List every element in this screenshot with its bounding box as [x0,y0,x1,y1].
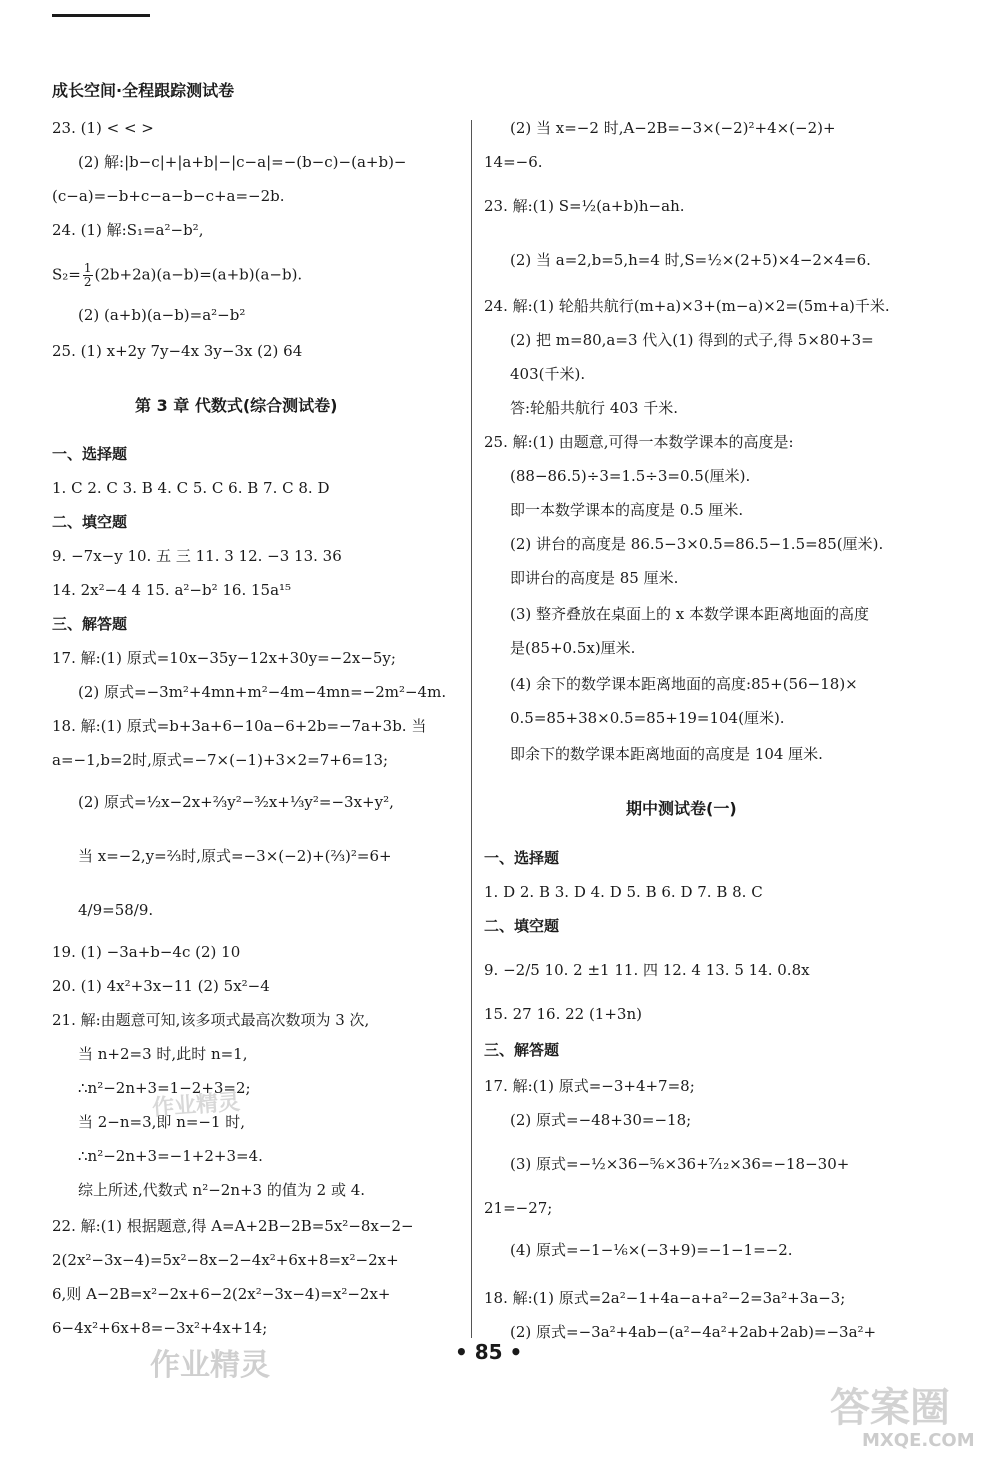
r-answer-24-2b: 403(千米). [510,365,586,383]
r-answer-24-2a: (2) 把 m=80,a=3 代入(1) 得到的式子,得 5×80+3= [510,331,874,349]
answer-21d: 当 2−n=3,即 n=−1 时, [78,1113,246,1131]
answer-24-1a: 24. (1) 解:S₁=a²−b², [52,221,204,239]
column-divider [471,120,472,1338]
r-section-solve: 三、解答题 [484,1041,560,1059]
r-answer-22-2a: (2) 当 x=−2 时,A−2B=−3×(−2)²+4×(−2)+ [510,119,836,137]
chapter-3-title: 第 3 章 代数式(综合测试卷) [135,396,338,415]
watermark-url: MXQE.COM [862,1430,975,1451]
r-answer-25-2b: 即讲台的高度是 85 厘米. [510,569,679,587]
r-answer-17-3a: (3) 原式=−½×36−⁵⁄₆×36+⁷⁄₁₂×36=−18−30+ [510,1155,850,1173]
r-answer-17-2: (2) 原式=−48+30=−18; [510,1111,692,1129]
fill-answers-1: 9. −7x−y 10. 五 三 11. 3 12. −3 13. 36 [52,547,342,565]
r-answer-25-1b: (88−86.5)÷3=1.5÷3=0.5(厘米). [510,467,751,485]
answer-18-2c: 4/9=58/9. [78,901,154,919]
r-answer-23-1: 23. 解:(1) S=½(a+b)h−ah. [484,197,685,215]
answer-21a: 21. 解:由题意可知,该多项式最高次数项为 3 次, [52,1011,370,1029]
choice-answers: 1. C 2. C 3. B 4. C 5. C 6. B 7. C 8. D [52,479,330,497]
answer-21f: 综上所述,代数式 n²−2n+3 的值为 2 或 4. [78,1181,366,1199]
section-fill: 二、填空题 [52,513,128,531]
answer-18-2a: (2) 原式=½x−2x+⅔y²−³⁄₂x+⅓y²=−3x+y², [78,793,394,811]
answer-23-1: 23. (1) < < > [52,119,154,137]
r-fill-answers-2: 15. 27 16. 22 (1+3n) [484,1005,642,1023]
r-choice-answers: 1. D 2. B 3. D 4. D 5. B 6. D 7. B 8. C [484,883,763,901]
r-answer-25-1c: 即一本数学课本的高度是 0.5 厘米. [510,501,744,519]
answer-18-2b: 当 x=−2,y=⅔时,原式=−3×(−2)+(⅔)²=6+ [78,847,392,865]
r-answer-24-3: 答:轮船共航行 403 千米. [510,399,678,417]
watermark-logo: 答案圈 [830,1385,950,1431]
answer-18-1b: a=−1,b=2时,原式=−7×(−1)+3×2=7+6=13; [52,751,389,769]
r-section-fill: 二、填空题 [484,917,560,935]
r-answer-25-4a: (4) 余下的数学课本距离地面的高度:85+(56−18)× [510,675,858,693]
answer-22c: 6,则 A−2B=x²−2x+6−2(2x²−3x−4)=x²−2x+ [52,1285,391,1303]
answer-18-1a: 18. 解:(1) 原式=b+3a+6−10a−6+2b=−7a+3b. 当 [52,717,427,735]
r-answer-25-3a: (3) 整齐叠放在桌面上的 x 本数学课本距离地面的高度 [510,605,870,623]
section-choice: 一、选择题 [52,445,128,463]
r-answer-17-4: (4) 原式=−1−⅙×(−3+9)=−1−1=−2. [510,1241,793,1259]
answer-17-2: (2) 原式=−3m²+4mn+m²−4m−4mn=−2m²−4m. [78,683,447,701]
answer-21b: 当 n+2=3 时,此时 n=1, [78,1045,248,1063]
answer-20: 20. (1) 4x²+3x−11 (2) 5x²−4 [52,977,270,995]
section-solve: 三、解答题 [52,615,128,633]
answer-22b: 2(2x²−3x−4)=5x²−8x−2−4x²+6x+8=x²−2x+ [52,1251,399,1269]
r-answer-18-2: (2) 原式=−3a²+4ab−(a²−4a²+2ab+2ab)=−3a²+ [510,1323,877,1341]
r-answer-25-3b: 是(85+0.5x)厘米. [510,639,636,657]
fill-answers-2: 14. 2x²−4 4 15. a²−b² 16. 15a¹⁵ [52,581,292,599]
r-answer-18-1: 18. 解:(1) 原式=2a²−1+4a−a+a²−2=3a²+3a−3; [484,1289,846,1307]
page-header: 成长空间·全程跟踪测试卷 [52,81,235,100]
r-answer-25-4c: 即余下的数学课本距离地面的高度是 104 厘米. [510,745,823,763]
watermark: 作业精灵 [150,1348,270,1383]
r-answer-25-2a: (2) 讲台的高度是 86.5−3×0.5=86.5−1.5=85(厘米). [510,535,884,553]
s2-rest: (2b+2a)(a−b)=(a+b)(a−b). [94,265,303,284]
watermark: 作业精灵 [151,1089,241,1122]
answer-21c: ∴n²−2n+3=1−2+3=2; [78,1079,251,1097]
answer-23-2b: (c−a)=−b+c−a−b−c+a=−2b. [52,187,285,205]
r-fill-answers-1: 9. −2/5 10. 2 ±1 11. 四 12. 4 13. 5 14. 0.8x [484,961,810,979]
answer-24-2: (2) (a+b)(a−b)=a²−b² [78,306,246,324]
midterm-title: 期中测试卷(一) [626,799,737,818]
r-section-choice: 一、选择题 [484,849,560,867]
r-answer-25-4b: 0.5=85+38×0.5=85+19=104(厘米). [510,709,785,727]
r-answer-22-2b: 14=−6. [484,153,543,171]
answer-22d: 6−4x²+6x+8=−3x²+4x+14; [52,1319,268,1337]
r-answer-24-1: 24. 解:(1) 轮船共航行(m+a)×3+(m−a)×2=(5m+a)千米. [484,297,890,315]
page-number: • 85 • [455,1340,523,1364]
answer-25: 25. (1) x+2y 7y−4x 3y−3x (2) 64 [52,342,303,360]
answer-24-1b [52,262,302,289]
answer-22a: 22. 解:(1) 根据题意,得 A=A+2B−2B=5x²−8x−2− [52,1217,414,1235]
answer-19: 19. (1) −3a+b−4c (2) 10 [52,943,241,961]
top-rule [52,14,150,17]
fraction-half: $\frac{1}{2}$ [83,261,92,289]
r-answer-17-1: 17. 解:(1) 原式=−3+4+7=8; [484,1077,695,1095]
s2-prefix: S₂= [52,265,81,284]
r-answer-25-1a: 25. 解:(1) 由题意,可得一本数学课本的高度是: [484,433,794,451]
r-answer-17-3b: 21=−27; [484,1199,553,1217]
answer-17-1: 17. 解:(1) 原式=10x−35y−12x+30y=−2x−5y; [52,649,396,667]
answer-21e: ∴n²−2n+3=−1+2+3=4. [78,1147,263,1165]
r-answer-23-2: (2) 当 a=2,b=5,h=4 时,S=½×(2+5)×4−2×4=6. [510,251,871,269]
answer-23-2a: (2) 解:|b−c|+|a+b|−|c−a|=−(b−c)−(a+b)− [78,153,407,171]
